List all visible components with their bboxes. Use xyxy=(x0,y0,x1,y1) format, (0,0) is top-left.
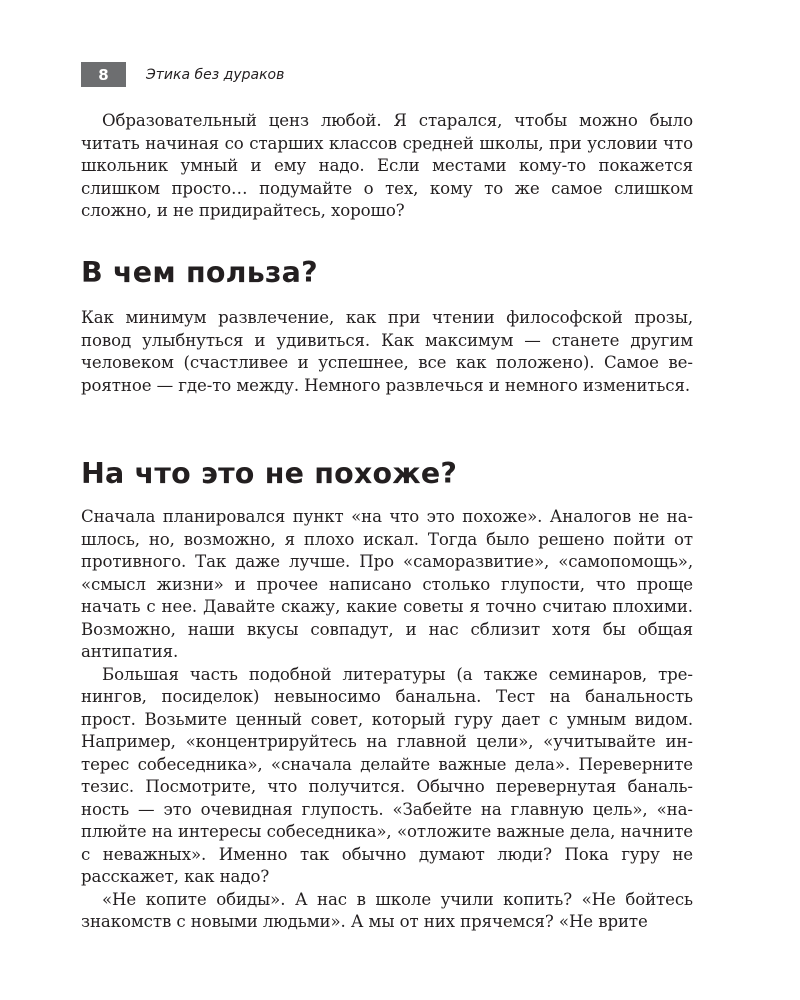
page-number: 8 xyxy=(81,62,126,87)
unlike-paragraph-3: «Не копите обиды». А нас в школе учили копить? «Не бойтесь знакомств с новыми людьми». А мы от них прячемся? «Не врите xyxy=(81,889,693,931)
running-title: Этика без дураков xyxy=(146,66,285,83)
intro-paragraph: Образовательный ценз любой. Я старался, чтобы можно было читать начиная со старших классов средней школы, при условии что школьник умный и ему надо. Если местами кому-то покажется слишком просто… подумайте о тех, кому то же самое слишком сложно, и не придирайтесь, хорошо? xyxy=(81,111,693,220)
unlike-paragraph-1: Сначала планировался пункт «на что это похоже». Аналогов не нашлось, но, возможно, я плохо искал. Тогда было решено пойти от противного. Так даже лучше. Про «саморазвитие», «самопомощь», «смысл жизни» и прочее написано столько глупости, что проще начать с нее. Давайте скажу, какие советы я точно считаю плохими. Возможно, наши вкусы совпадут, и нас сблизит хотя бы общая антипатия. xyxy=(81,507,693,661)
benefit-paragraph: Как минимум развлечение, как при чтении философской прозы, повод улыбнуться и удивиться. Как максимум — станете другим человеком (счастливее и успешнее, все как положено). Самое вероятное — где-то между. Немного развлечься и немного измениться. xyxy=(81,308,693,395)
benefit-text xyxy=(81,307,693,397)
unlike-paragraph-2: Большая часть подобной литературы (а также семинаров, тренингов, посиделок) невыносимо банальна. Тест на банальность прост. Возьмите ценный совет, который гуру дает с умным видом. Например, «концентрируйтесь на главной цели», «учитывайте интерес собеседника», «сначала делайте важные дела». Переверните тезис. Посмотрите, что получится. Обычно перевернутая банальность — это очевидная глупость. «Забейте на главную цель», «наплюйте на интересы собеседника», «отложите важные дела, начните с неважных». Именно так обычно думают люди? Пока гуру не расскажет, как надо? xyxy=(81,664,693,886)
intro-text xyxy=(81,110,693,223)
section-title-benefit: В чем польза? xyxy=(81,256,318,289)
unlike-text xyxy=(81,506,693,934)
page-header xyxy=(81,62,284,87)
section-title-unlike: На что это не похоже? xyxy=(81,457,458,490)
